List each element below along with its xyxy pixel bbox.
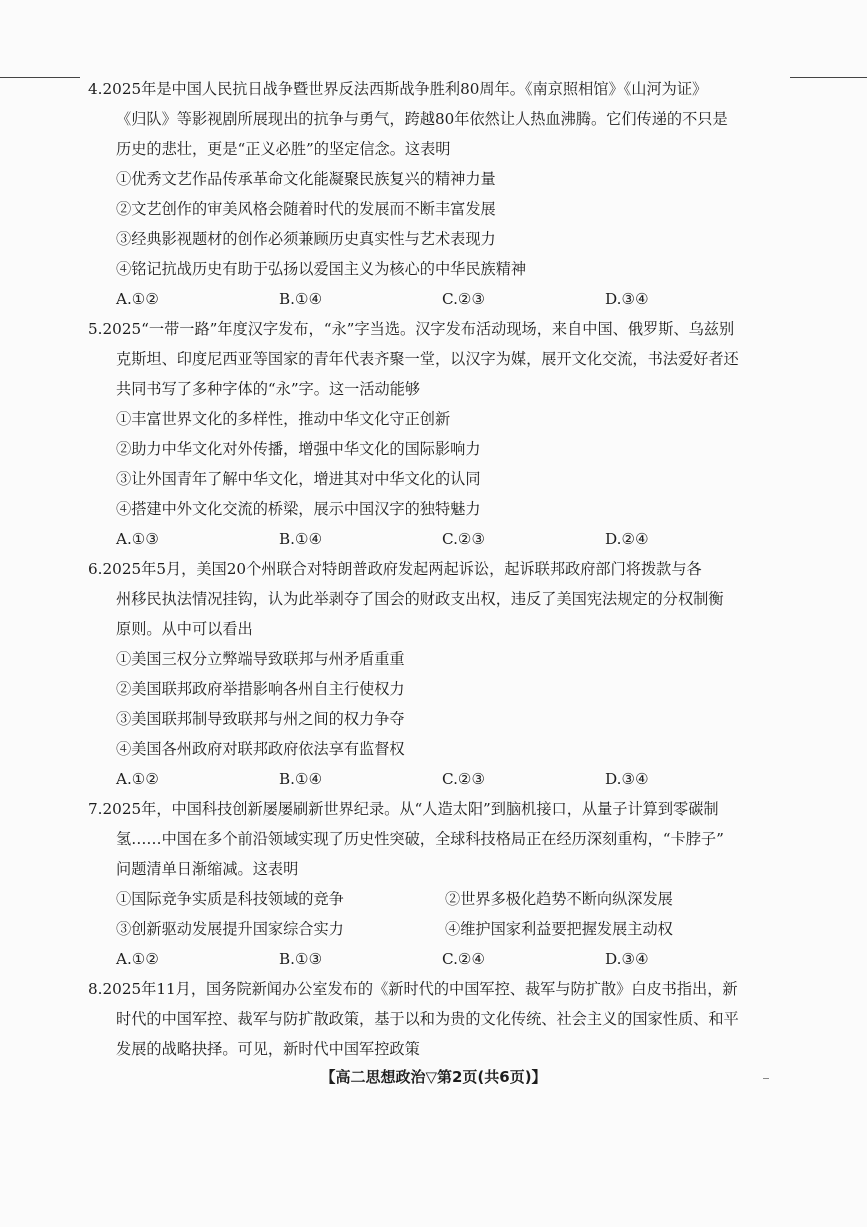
statement-pair-row bbox=[88, 914, 778, 944]
question-stem-line: 4.2025年是中国人民抗日战争暨世界反法西斯战争胜利80周年。《南京照相馆》《山河为证》 bbox=[88, 80, 708, 98]
question-stem-line: 《归队》等影视剧所展现出的抗争与勇气，跨越80年依然让人热血沸腾。它们传递的不只是 bbox=[116, 110, 728, 128]
statement-option: ③经典影视题材的创作必须兼顾历史真实性与艺术表现力 bbox=[116, 230, 496, 248]
choice-d[interactable]: D.③④ bbox=[605, 950, 649, 968]
answer-choices bbox=[88, 524, 778, 554]
answer-choices bbox=[88, 284, 778, 314]
choice-a[interactable]: A.①② bbox=[116, 950, 160, 968]
question-4 bbox=[88, 74, 778, 314]
statement-option: ④维护国家利益要把握发展主动权 bbox=[445, 920, 673, 938]
choice-a[interactable]: A.①② bbox=[116, 770, 160, 788]
statement-option: ④铭记抗战历史有助于弘扬以爱国主义为核心的中华民族精神 bbox=[116, 260, 527, 278]
choice-b[interactable]: B.①④ bbox=[279, 530, 323, 548]
statement-option: ②美国联邦政府举措影响各州自主行使权力 bbox=[116, 680, 405, 698]
choice-a[interactable]: A.①② bbox=[116, 290, 160, 308]
choice-c[interactable]: C.②③ bbox=[442, 530, 486, 548]
choice-a[interactable]: A.①③ bbox=[116, 530, 160, 548]
statement-option: ①国际竞争实质是科技领域的竞争 bbox=[116, 890, 344, 908]
choice-d[interactable]: D.③④ bbox=[605, 290, 649, 308]
question-6 bbox=[88, 554, 778, 794]
statement-option: ④搭建中外文化交流的桥梁，展示中国汉字的独特魅力 bbox=[116, 500, 481, 518]
question-stem-line: 历史的悲壮，更是“正义必胜”的坚定信念。这表明 bbox=[116, 140, 451, 158]
question-stem-line: 发展的战略抉择。可见，新时代中国军控政策 bbox=[116, 1040, 420, 1058]
scan-mark bbox=[763, 1078, 769, 1079]
question-stem-line: 问题清单日渐缩减。这表明 bbox=[116, 860, 299, 878]
header-rule-left bbox=[0, 77, 80, 78]
statement-option: ③美国联邦制导致联邦与州之间的权力争夺 bbox=[116, 710, 405, 728]
statement-pair-row bbox=[88, 884, 778, 914]
question-stem-line: 7.2025年，中国科技创新屡屡刷新世界纪录。从“人造太阳”到脑机接口，从量子计算到零碳制 bbox=[88, 800, 719, 818]
question-stem-line: 时代的中国军控、裁军与防扩散政策，基于以和为贵的文化传统、社会主义的国家性质、和平 bbox=[116, 1010, 739, 1028]
statement-option: ①优秀文艺作品传承革命文化能凝聚民族复兴的精神力量 bbox=[116, 170, 496, 188]
statement-option: ③让外国青年了解中华文化，增进其对中华文化的认同 bbox=[116, 470, 481, 488]
statement-option: ②文艺创作的审美风格会随着时代的发展而不断丰富发展 bbox=[116, 200, 496, 218]
answer-choices bbox=[88, 944, 778, 974]
question-stem-line: 原则。从中可以看出 bbox=[116, 620, 253, 638]
page-footer: 【高二思想政治▽第2页(共6页)】 bbox=[320, 1068, 547, 1086]
choice-b[interactable]: B.①④ bbox=[279, 290, 323, 308]
choice-b[interactable]: B.①③ bbox=[279, 950, 323, 968]
choice-c[interactable]: C.②③ bbox=[442, 290, 486, 308]
statement-option: ③创新驱动发展提升国家综合实力 bbox=[116, 920, 344, 938]
question-stem-line: 氢……中国在多个前沿领域实现了历史性突破，全球科技格局正在经历深刻重构，“卡脖子” bbox=[116, 830, 724, 848]
statement-option: ②助力中华文化对外传播，增强中华文化的国际影响力 bbox=[116, 440, 481, 458]
answer-choices bbox=[88, 764, 778, 794]
statement-option: ②世界多极化趋势不断向纵深发展 bbox=[445, 890, 673, 908]
question-stem-line: 克斯坦、印度尼西亚等国家的青年代表齐聚一堂，以汉字为媒，展开文化交流，书法爱好者还 bbox=[116, 350, 739, 368]
question-stem-line: 5.2025“一带一路”年度汉字发布，“永”字当选。汉字发布活动现场，来自中国、俄罗斯、乌兹别 bbox=[88, 320, 735, 338]
header-rule-right bbox=[790, 77, 867, 78]
question-stem-line: 8.2025年11月，国务院新闻办公室发布的《新时代的中国军控、裁军与防扩散》白皮书指出，新 bbox=[88, 980, 738, 998]
question-8 bbox=[88, 974, 778, 1064]
statement-option: ④美国各州政府对联邦政府依法享有监督权 bbox=[116, 740, 405, 758]
question-stem-line: 州移民执法情况挂钩，认为此举剥夺了国会的财政支出权，违反了美国宪法规定的分权制衡 bbox=[116, 590, 724, 608]
choice-c[interactable]: C.②④ bbox=[442, 950, 486, 968]
choice-d[interactable]: D.③④ bbox=[605, 770, 649, 788]
question-stem-line: 6.2025年5月，美国20个州联合对特朗普政府发起两起诉讼，起诉联邦政府部门将拨款与各 bbox=[88, 560, 702, 578]
question-5 bbox=[88, 314, 778, 554]
exam-page bbox=[88, 74, 778, 1064]
choice-d[interactable]: D.②④ bbox=[605, 530, 649, 548]
statement-option: ①美国三权分立弊端导致联邦与州矛盾重重 bbox=[116, 650, 405, 668]
question-stem-line: 共同书写了多种字体的“永”字。这一活动能够 bbox=[116, 380, 421, 398]
choice-c[interactable]: C.②③ bbox=[442, 770, 486, 788]
statement-option: ①丰富世界文化的多样性，推动中华文化守正创新 bbox=[116, 410, 451, 428]
question-7 bbox=[88, 794, 778, 974]
choice-b[interactable]: B.①④ bbox=[279, 770, 323, 788]
